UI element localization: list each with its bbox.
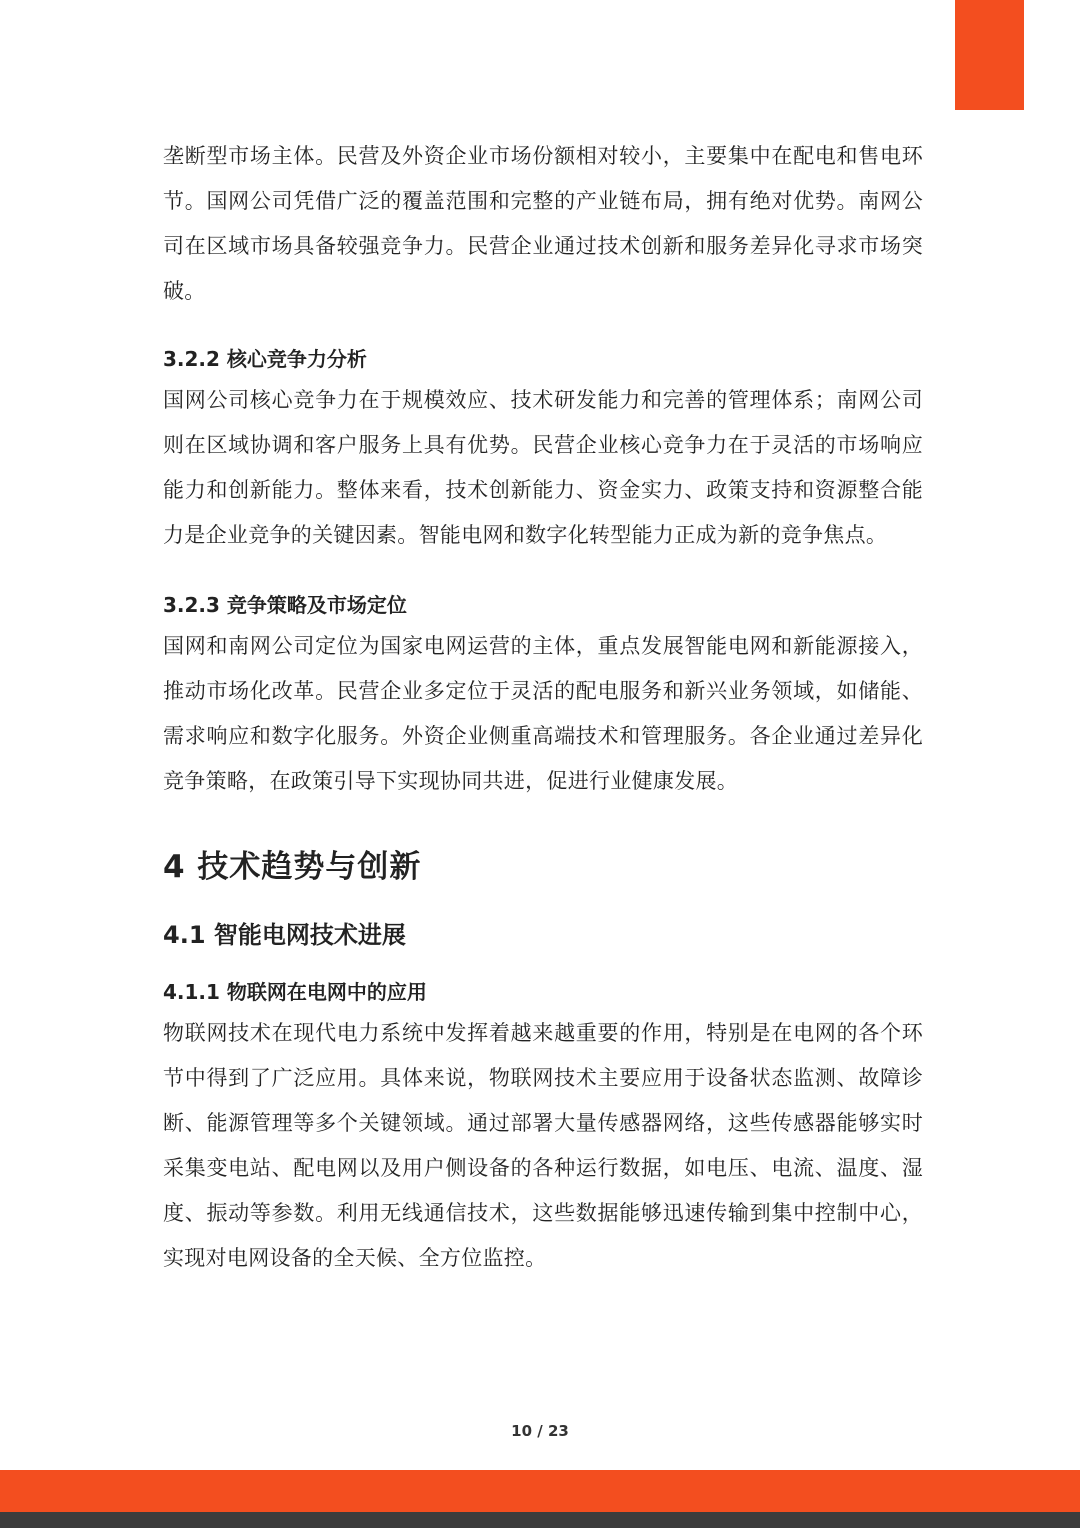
section-4-1-1-paragraph: 物联网技术在现代电力系统中发挥着越来越重要的作用，特别是在电网的各个环节中得到了广泛应用。具体来说，物联网技术主要应用于设备状态监测、故障诊断、能源管理等多个关键领域。通过部署大量传感器网络，这些传感器能够实时采集变电站、配电网以及用户侧设备的各种运行数据，如电压、电流、温度、湿度、振动等参数。利用无线通信技术，这些数据能够迅速传输到集中控制中心，实现对电网设备的全天候、全方位监控。	[163, 1021, 923, 1270]
section-4-1-heading: 4.1 智能电网技术进展	[163, 921, 406, 949]
page-number: 10 / 23	[511, 1422, 569, 1440]
section-3-2-3-heading: 3.2.3 竞争策略及市场定位	[163, 593, 407, 617]
section-3-2-2-heading: 3.2.2 核心竞争力分析	[163, 347, 367, 371]
section-3-2-2-paragraph: 国网公司核心竞争力在于规模效应、技术研发能力和完善的管理体系；南网公司则在区域协调和客户服务上具有优势。民营企业核心竞争力在于灵活的市场响应能力和创新能力。整体来看，技术创新能力、资金实力、政策支持和资源整合能力是企业竞争的关键因素。智能电网和数字化转型能力正成为新的竞争焦点。	[163, 388, 923, 547]
chapter-4-heading: 4 技术趋势与创新	[163, 849, 422, 885]
footer-dark-strip	[0, 1512, 1080, 1528]
intro-paragraph: 垄断型市场主体。民营及外资企业市场份额相对较小，主要集中在配电和售电环节。国网公司凭借广泛的覆盖范围和完整的产业链布局，拥有绝对优势。南网公司在区域市场具备较强竞争力。民营企业通过技术创新和服务差异化寻求市场突破。	[163, 144, 923, 303]
section-4-1-1-heading: 4.1.1 物联网在电网中的应用	[163, 980, 427, 1004]
page-content	[163, 134, 923, 1281]
section-3-2-3-paragraph: 国网和南网公司定位为国家电网运营的主体，重点发展智能电网和新能源接入，推动市场化改革。民营企业多定位于灵活的配电服务和新兴业务领域，如储能、需求响应和数字化服务。外资企业侧重高端技术和管理服务。各企业通过差异化竞争策略，在政策引导下实现协同共进，促进行业健康发展。	[163, 634, 923, 793]
footer-accent-bar	[0, 1470, 1080, 1512]
corner-accent-block	[955, 0, 1024, 110]
